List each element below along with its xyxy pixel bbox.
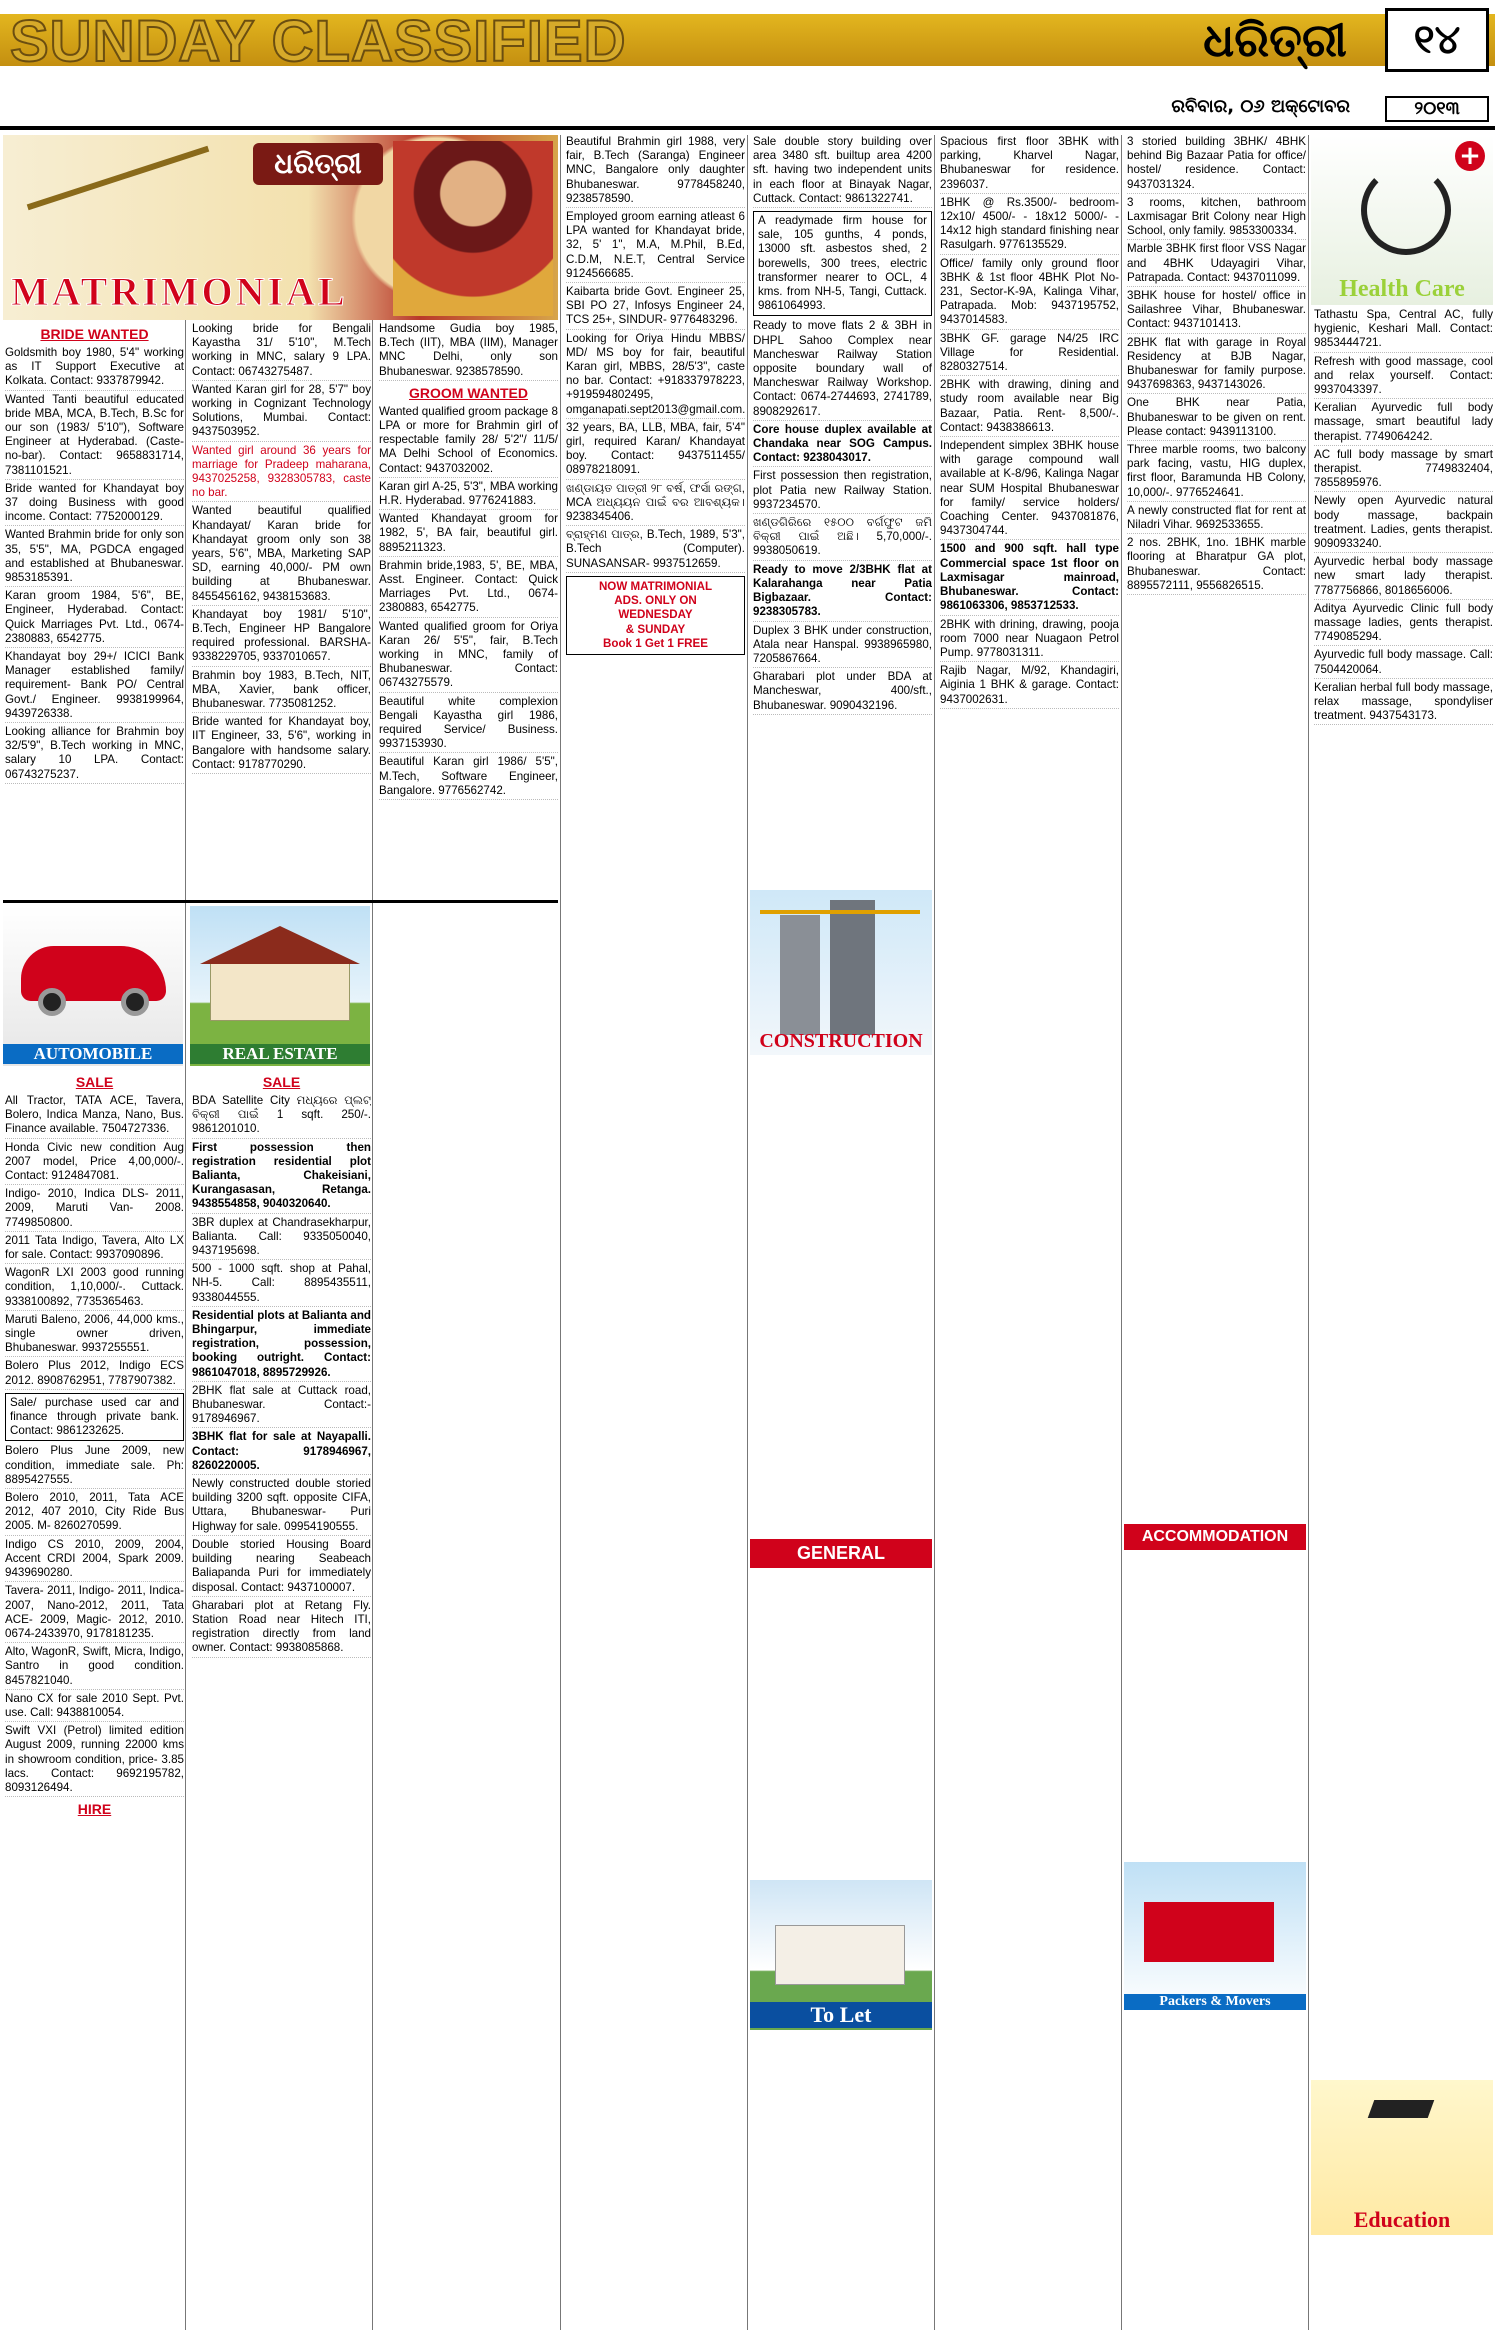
column-automobile	[5, 1070, 184, 2330]
to-let-label: To Let	[750, 2002, 932, 2028]
classified-ad: Bride wanted for Khandayat boy 37 doing Business with good income. Contact: 7752000129.	[5, 482, 184, 527]
classified-ad: 1BHK @ Rs.3500/- bedroom- 12x10/ 4500/- - 18x12 5000/- - 14x12 high standard finishing near Rasulgarh. 9776135529.	[940, 196, 1119, 255]
column-divider	[372, 135, 373, 2330]
classified-ad: Beautiful Brahmin girl 1988, very fair, B.Tech (Saranga) Engineer MNC, Bangalore only daughter Bhubaneswar. 9778458240, 9238578590.	[566, 135, 745, 208]
boxed-ad: Sale/ purchase used car and finance through private bank. Contact: 9861232625.	[5, 1393, 184, 1442]
header-rule	[0, 126, 1495, 130]
classified-ad: Gharabari plot at Retang Fly. Station Road near Hitech ITI, registration directly from land owner. Contact: 9938085868.	[192, 1599, 371, 1658]
classified-ad: Ready to move 2/3BHK flat at Kalarahanga near Patia Bigbazaar. Contact: 9238305783.	[753, 563, 932, 622]
classified-ad: Ready to move flats 2 & 3BH in DHPL Sahoo Complex near Mancheswar Railway Station opposite boundary wall of Mancheswar Railway Workshop. Contact: 0674-2744693, 2741789, 8908292617.	[753, 319, 932, 420]
classified-ad: 2BHK with drining, drawing, pooja room 7000 near Nuagaon Petrol Pump. 9778031311.	[940, 618, 1119, 663]
classified-ad: BDA Satellite City ମଧ୍ୟରେ ପ୍ଲଟ୍ ବିକ୍ରୀ ପାଇଁ 1 sqft. 250/-. 9861201010.	[192, 1094, 371, 1139]
classified-ad: Newly open Ayurvedic natural body massage, backpain treatment. Ladies, gents therapist. 9090933240.	[1314, 494, 1493, 553]
classified-ad: Maruti Baleno, 2006, 44,000 kms., single owner driven, Bhubaneswar. 9937255551.	[5, 1313, 184, 1358]
classified-ad: Bride wanted for Khandayat boy, IIT Engineer, 33, 5'6", working in Bangalore with handsome salary. Contact: 9178770290.	[192, 715, 371, 774]
classified-ad: Newly constructed double storied building 3200 sqft. opposite CIFA, Uttara, Bhubaneswar- Puri Highway for sale. 09954190555.	[192, 1477, 371, 1536]
classified-ad: 3 rooms, kitchen, bathroom Laxmisagar Brit Colony near High School, only family. 9853300334.	[1127, 196, 1306, 241]
classified-ad: Keralian herbal full body massage, relax massage, spondyliser treatment. 9437543173.	[1314, 681, 1493, 726]
classified-ad: Tavera- 2011, Indigo- 2011, Indica- 2007, Nano-2012, 2011, Tata ACE- 2009, Magic- 2012, 2010. 0674-2433970, 9178181235.	[5, 1584, 184, 1643]
promo-line: Book 1 Get 1 FREE	[602, 636, 708, 650]
column-divider	[747, 135, 748, 2330]
newspaper-logo: ଧରିତ୍ରୀ	[253, 143, 383, 185]
classified-ad: Brahmin bride,1983, 5', BE, MBA, Asst. Engineer. Contact: Quick Marriages Pvt. Ltd., 0674-2380883, 6542775.	[379, 559, 558, 618]
classified-ad: 3BR duplex at Chandrasekharpur, Balianta. Call: 9335050040, 9437195698.	[192, 1216, 371, 1261]
classified-ad: Tathastu Spa, Central AC, fully hygienic, Keshari Mall. Contact: 9853444721.	[1314, 308, 1493, 353]
wheel-icon	[38, 988, 66, 1016]
classified-ad: Wanted Karan girl for 28, 5'7" boy working in Cognizant Technology Solutions, Mumbai. Contact: 9437503952.	[192, 383, 371, 442]
classified-ad: Goldsmith boy 1980, 5'4" working as IT Support Executive at Kolkata. Contact: 9337879942.	[5, 346, 184, 391]
building-icon	[830, 900, 875, 1035]
sale-heading: SALE	[262, 1074, 301, 1090]
column-sale-property	[753, 135, 932, 885]
classified-ad: Swift VXI (Petrol) limited edition August 2009, running 22000 kms in showroom condition, price- 3.85 lacs. Contact: 9692195782, 8093126494.	[5, 1724, 184, 1797]
classified-ad: 2BHK flat sale at Cuttack road, Bhubaneswar. Contact:- 9178946967.	[192, 1384, 371, 1429]
column-health-care	[1314, 308, 1493, 898]
truck-icon	[1144, 1902, 1274, 1962]
classified-ad: Khandayat boy 29+/ ICICI Bank Manager established family/ requirement- Bank PO/ Central Govt./ Engineer. 9938199964, 9439726338.	[5, 650, 184, 723]
classified-ad: Wanted qualified groom package 8 LPA or more for Brahmin girl of respectable family 28/ 5'2"/ 11/5/ MA Delhi School of Economics. Contact: 9437032002.	[379, 405, 558, 478]
classified-ad: 1500 and 900 sqft. hall type Commercial space 1st floor on Laxmisagar mainroad, Bhubaneswar. Contact: 9861063306, 9853712533.	[940, 542, 1119, 615]
classified-ad: Duplex 3 BHK under construction, Atala near Hanspal. 9938965980, 7205867664.	[753, 624, 932, 669]
classified-ad: All Tractor, TATA ACE, Tavera, Bolero, Indica Manza, Nano, Bus. Finance available. 7504727336.	[5, 1094, 184, 1139]
column-divider	[1121, 135, 1122, 2330]
packers-movers-image	[1124, 1862, 1306, 2012]
classified-ad: Spacious first floor 3BHK with parking, Kharvel Nagar, Bhubaneswar for residence. 2396037.	[940, 135, 1119, 194]
classified-ad: 2 nos. 2BHK, 1no. 1BHK marble flooring at Bharatpur GA plot, Bhubaneswar. Contact: 8895572111, 9556826515.	[1127, 536, 1306, 595]
issue-date: ରବିବାର, ୦୬ ଅକ୍ଟୋବର	[1171, 96, 1350, 117]
medical-cross-icon: +	[1455, 141, 1485, 171]
promo-line: ADS. ONLY ON	[614, 594, 697, 608]
roof-icon	[200, 926, 360, 964]
page-number: ୧୪	[1385, 8, 1489, 72]
automobile-image	[3, 906, 183, 1066]
classified-ad: 2BHK with drawing, dining and study room available near Big Bazaar, Patia. Rent- 8,500/-. Contact: 9438386613.	[940, 378, 1119, 437]
column-groom-wanted	[379, 322, 558, 897]
classified-ad: Honda Civic new condition Aug 2007 model, Price 4,00,000/-. Contact: 9124847081.	[5, 1141, 184, 1186]
classified-ad: Bolero Plus June 2009, new condition, immediate sale. Ph: 8895427555.	[5, 1444, 184, 1489]
classified-ad: Wanted Brahmin bride for only son 35, 5'5", MA, PGDCA engaged and established at Bhubaneswar. 9853185391.	[5, 528, 184, 587]
classified-ad: Nano CX for sale 2010 Sept. Pvt. use. Call: 9438810054.	[5, 1692, 184, 1722]
column-divider	[560, 135, 561, 2330]
health-care-label: Health Care	[1339, 276, 1465, 302]
building-icon	[780, 915, 820, 1035]
classified-ad: Bolero Plus 2012, Indigo ECS 2012. 8908762951, 7787907382.	[5, 1359, 184, 1389]
real-estate-image	[190, 906, 370, 1066]
classified-ad: 2011 Tata Indigo, Tavera, Alto LX for sale. Contact: 9937090896.	[5, 1234, 184, 1264]
classified-ad: Looking for Oriya Hindu MBBS/ MD/ MS boy for fair, beautiful Karan girl, MBBS, 28/5'3", caste no bar. Contact: +918337978223, +919594802495, omganapati.sept2013@gmail.com.	[566, 332, 745, 419]
classified-ad: Brahmin boy 1983, B.Tech, NIT, MBA, Xavier, bank officer, Bhubaneswar. 7735081252.	[192, 669, 371, 714]
classified-ad: Marble 3BHK first floor VSS Nagar and 4BHK Udayagiri Vihar, Patrapada. Contact: 9437011099.	[1127, 242, 1306, 287]
construction-label: CONSTRUCTION	[759, 1030, 923, 1052]
classified-ad: Looking bride for Bengali Kayastha 31/ 5'10", M.Tech working in MNC, salary 9 LPA. Contact: 06743275487.	[192, 322, 371, 381]
education-image	[1311, 2080, 1493, 2235]
classified-ad: Employed groom earning atleast 6 LPA wanted for Khandayat bride, 32, 5' 1", M.A, M.Phil, B.Ed, C.D.M, N.E.T, Central Service 9124566685.	[566, 210, 745, 283]
column-bride-wanted-2	[192, 322, 371, 897]
classified-ad: Keralian Ayurvedic full body massage, smart beautiful lady therapist. 7749064242.	[1314, 401, 1493, 446]
classified-ad: Looking alliance for Brahmin boy 32/5'9", B.Tech working in MNC, salary 10 LPA. Contact: 06743275237.	[5, 725, 184, 784]
matrimonial-title: MATRIMONIAL	[11, 269, 348, 314]
classified-ad: 2BHK flat with garage in Royal Residency at BJB Nagar, Bhubaneswar for family purpose. 9437698363, 9437143026.	[1127, 336, 1306, 395]
classified-ad: Indigo- 2010, Indica DLS- 2011, 2009, Maruti Van- 2008. 7749850800.	[5, 1187, 184, 1232]
classified-ad: Alto, WagonR, Swift, Micra, Indigo, Santro in good condition. 8457821040.	[5, 1645, 184, 1690]
classified-ad: Wanted girl around 36 years for marriage for Pradeep maharana, 9437025258, 9328305783, caste no bar.	[192, 444, 371, 503]
matrimonial-banner	[3, 135, 558, 320]
classified-ad: Double storied Housing Board building nearing Seabeach Baliapanda Puri for immediately disposal. Contact: 9437100007.	[192, 1538, 371, 1597]
education-label: Education	[1353, 2207, 1451, 2232]
classified-ad: Karan girl A-25, 5'3", MBA working H.R. Hyderabad. 9776241883.	[379, 480, 558, 510]
classified-ad: Rajib Nagar, M/92, Khandagiri, Aiginia 1 BHK & garage. Contact: 9437002631.	[940, 664, 1119, 709]
promo-box	[566, 576, 745, 655]
column-real-estate	[192, 1070, 371, 2330]
classified-ad: First possession then registration, plot Patia new Railway Station. 9937234570.	[753, 469, 932, 514]
classified-ad: Indigo CS 2010, 2009, 2004, Accent CRDI 2004, Spark 2009. 9439690280.	[5, 1538, 184, 1583]
classified-ad: Three marble rooms, two balcony park facing, vastu, HIG duplex, first floor, Baramunda HB Colony, 10,000/-. 9776524641.	[1127, 443, 1306, 502]
column-bride-wanted	[5, 322, 184, 897]
classified-ad: Beautiful Karan girl 1986/ 5'5", M.Tech, Software Engineer, Bangalore. 9776562742.	[379, 755, 558, 800]
issue-year: ୨୦୧୩	[1385, 96, 1489, 122]
classified-ad: Refresh with good massage, cool and relax yourself. Contact: 9937043397.	[1314, 355, 1493, 400]
crane-icon	[760, 910, 920, 914]
classified-ad: 3BHK house for hostel/ office in Sailashree Vihar, Bhubaneswar. Contact: 9437101413.	[1127, 289, 1306, 334]
classified-ad: Wanted Tanti beautiful educated bride MBA, MCA, B.Tech, B.Sc for our son (1983/ 5'10"), Software Engineer at Hyderabad. (Caste-no-bar). Contact: 9658831714, 7381101521.	[5, 393, 184, 480]
bride-photo	[393, 141, 553, 316]
column-to-let-2	[1127, 135, 1306, 895]
classified-ad: One BHK near Patia, Bhubaneswar to be given on rent. Please contact: 9439113100.	[1127, 396, 1306, 441]
classified-ad: ଖଣ୍ଡାୟତ ପାତ୍ରୀ ୨୮ ବର୍ଷ, ଫର୍ସା ରଙ୍ଗ, MCA ଅଧ୍ୟୟନ ପାଇଁ ବର ଆବଶ୍ୟକ। 9238345406.	[566, 482, 745, 527]
classified-ad: 3BHK GF. garage N4/25 IRC Village for Residential. 8280327514.	[940, 332, 1119, 377]
classified-ad: Independent simplex 3BHK house with garage compound wall available at K-8/96, Kalinga Nagar near SUM Hospital Bhubaneswar for family/ service holders/ Coaching Center. 9437081876, 9437304744.	[940, 439, 1119, 540]
section-divider	[3, 900, 558, 903]
classified-ad: Ayurvedic herbal body massage new smart lady therapist. 7787756866, 8018656006.	[1314, 555, 1493, 600]
sale-heading: SALE	[75, 1074, 114, 1090]
construction-image	[750, 890, 932, 1055]
classified-ad: First possession then registration residential plot Balianta, Chakeisiani, Kurangasasan, Retanga. 9438554858, 9040320640.	[192, 1141, 371, 1214]
classified-ad: 3BHK flat for sale at Nayapalli. Contact: 9178946967, 8260220005.	[192, 1430, 371, 1475]
classified-ad: A newly constructed flat for rent at Niladri Vihar. 9692533655.	[1127, 504, 1306, 534]
classified-ad: 500 - 1000 sqft. shop at Pahal, NH-5. Call: 8895435511, 9338044555.	[192, 1262, 371, 1307]
page-header	[0, 0, 1495, 125]
classified-ad: Office/ family only ground floor 3BHK & 1st floor 4BHK Plot No-231, Sector-K-9A, Kalinga Vihar, Patrapada. Mob: 9437195752, 9437014583.	[940, 257, 1119, 330]
house-icon	[775, 1925, 905, 1985]
real-estate-label: REAL ESTATE	[190, 1044, 370, 1064]
column-divider	[934, 135, 935, 2330]
classified-ad: Aditya Ayurvedic Clinic full body massage ladies, gents therapist. 7749085294.	[1314, 602, 1493, 647]
classified-ad: 3 storied building 3BHK/ 4BHK behind Big Bazaar Patia for office/ hostel/ residence. Contact: 9437031324.	[1127, 135, 1306, 194]
promo-line: NOW MATRIMONIAL	[598, 579, 713, 593]
classified-ad: Residential plots at Balianta and Bhingarpur, immediate registration, possession, booking outright. Contact: 9861047018, 8895729926.	[192, 1309, 371, 1382]
classified-ad: AC full body massage by smart therapist. 7749832404, 7855895976.	[1314, 448, 1493, 493]
graduation-cap-icon	[1368, 2100, 1435, 2118]
bride-wanted-heading: BRIDE WANTED	[40, 326, 149, 342]
boxed-ad: A readymade firm house for sale, 105 gunths, 4 ponds, 13000 sft. asbestos shed, 2 borewells, 300 trees, electric transformer nearer to OCL, 4 kms. from NH-5, Tangi, Cuttack. 9861064993.	[753, 211, 932, 316]
column-matrimonial-4	[566, 135, 745, 897]
stethoscope-icon	[1361, 165, 1451, 255]
automobile-label: AUTOMOBILE	[3, 1044, 183, 1064]
health-care-image	[1311, 135, 1493, 305]
house-icon	[210, 961, 350, 1021]
to-let-image	[750, 1880, 932, 2030]
promo-line: & SUNDAY	[625, 622, 686, 636]
shehnai-icon	[27, 146, 210, 210]
classified-ad: Kaibarta bride Govt. Engineer 25, SBI PO 27, Infosys Engineer 24, TCS 25+, SINDUR- 9776483296.	[566, 285, 745, 330]
groom-wanted-heading: GROOM WANTED	[409, 384, 528, 401]
classified-ad: Sale double story building over area 3480 sft. builtup area 4200 sft. having two independent units in each floor at Binayak Nagar, Cuttack. Contact: 9861322741.	[753, 135, 932, 208]
accommodation-heading: ACCOMMODATION	[1124, 1524, 1306, 1550]
classified-ad: Gharabari plot under BDA at Mancheswar, 400/sft., Bhubaneswar. 9090432196.	[753, 670, 932, 715]
classified-ad: Khandayat boy 1981/ 5'10", B.Tech, Engineer HP Bangalore required professional. BARSHA- 9338229705, 9337010657.	[192, 608, 371, 667]
promo-line: WEDNESDAY	[618, 608, 693, 622]
hire-heading: HIRE	[77, 1801, 112, 1818]
classified-ad: Beautiful white complexion Bengali Kayastha girl 1986, required Service/ Business. 9937153930.	[379, 695, 558, 754]
newspaper-name: ଧରିତ୍ରୀ	[1203, 13, 1347, 67]
section-title: SUNDAY CLASSIFIED	[10, 9, 627, 74]
classified-ad: Wanted qualified groom for Oriya Karan 26/ 5'5", fair, B.Tech working in MNC, family of Bhubaneswar. Contact: 06743275579.	[379, 620, 558, 693]
classified-ad: 32 years, BA, LLB, MBA, fair, 5'4" girl, required Karan/ Khandayat boy. Contact: 9437511455/ 08978218091.	[566, 421, 745, 480]
classified-ad: Ayurvedic full body massage. Call: 7504420064.	[1314, 648, 1493, 678]
packers-label: Packers & Movers	[1124, 1994, 1306, 2010]
column-divider	[185, 135, 186, 2330]
classified-ad: WagonR LXI 2003 good running condition, 1,10,000/-. Cuttack. 9338100892, 7735365463.	[5, 1266, 184, 1311]
general-heading: GENERAL	[750, 1539, 932, 1568]
wheel-icon	[121, 988, 149, 1016]
classified-ad: Karan groom 1984, 5'6", BE, Engineer, Hyderabad. Contact: Quick Marriages Pvt. Ltd., 0674-2380883, 6542775.	[5, 589, 184, 648]
column-to-let	[940, 135, 1119, 895]
column-divider	[1308, 135, 1309, 2330]
classified-ad: ଖଣ୍ଡଗିରିରେ ୧୫୦୦ ବର୍ଗଫୁଟ ଜମି ବିକ୍ରୀ ପାଇଁ ଅଛି। 5,70,000/-. 9938050619.	[753, 516, 932, 561]
classified-ad: Handsome Gudia boy 1985, B.Tech (IIT), MBA (IIM), Manager MNC Delhi, only son Bhubaneswar. 9238578590.	[379, 322, 558, 381]
classified-ad: Wanted Khandayat groom for 1982, 5', BA fair, beautiful girl. 8895211323.	[379, 512, 558, 557]
classified-ad: Core house duplex available at Chandaka near SOG Campus. Contact: 9238043017.	[753, 423, 932, 468]
classified-ad: ବ୍ରାହ୍ମଣ ପାତ୍ର, B.Tech, 1989, 5'3", B.Tech (Computer). SUNASANSAR- 9937512659.	[566, 528, 745, 573]
classified-ad: Wanted beautiful qualified Khandayat/ Karan bride for Khandayat groom only son 38 years, 5'6", MBA, Marketing SAP SD, earning 40,000/- PM own building at Bhubaneswar. 8455456162, 9438153683.	[192, 504, 371, 605]
classified-ad: Bolero 2010, 2011, Tata ACE 2012, 407 2010, City Ride Bus 2005. M- 8260270599.	[5, 1491, 184, 1536]
